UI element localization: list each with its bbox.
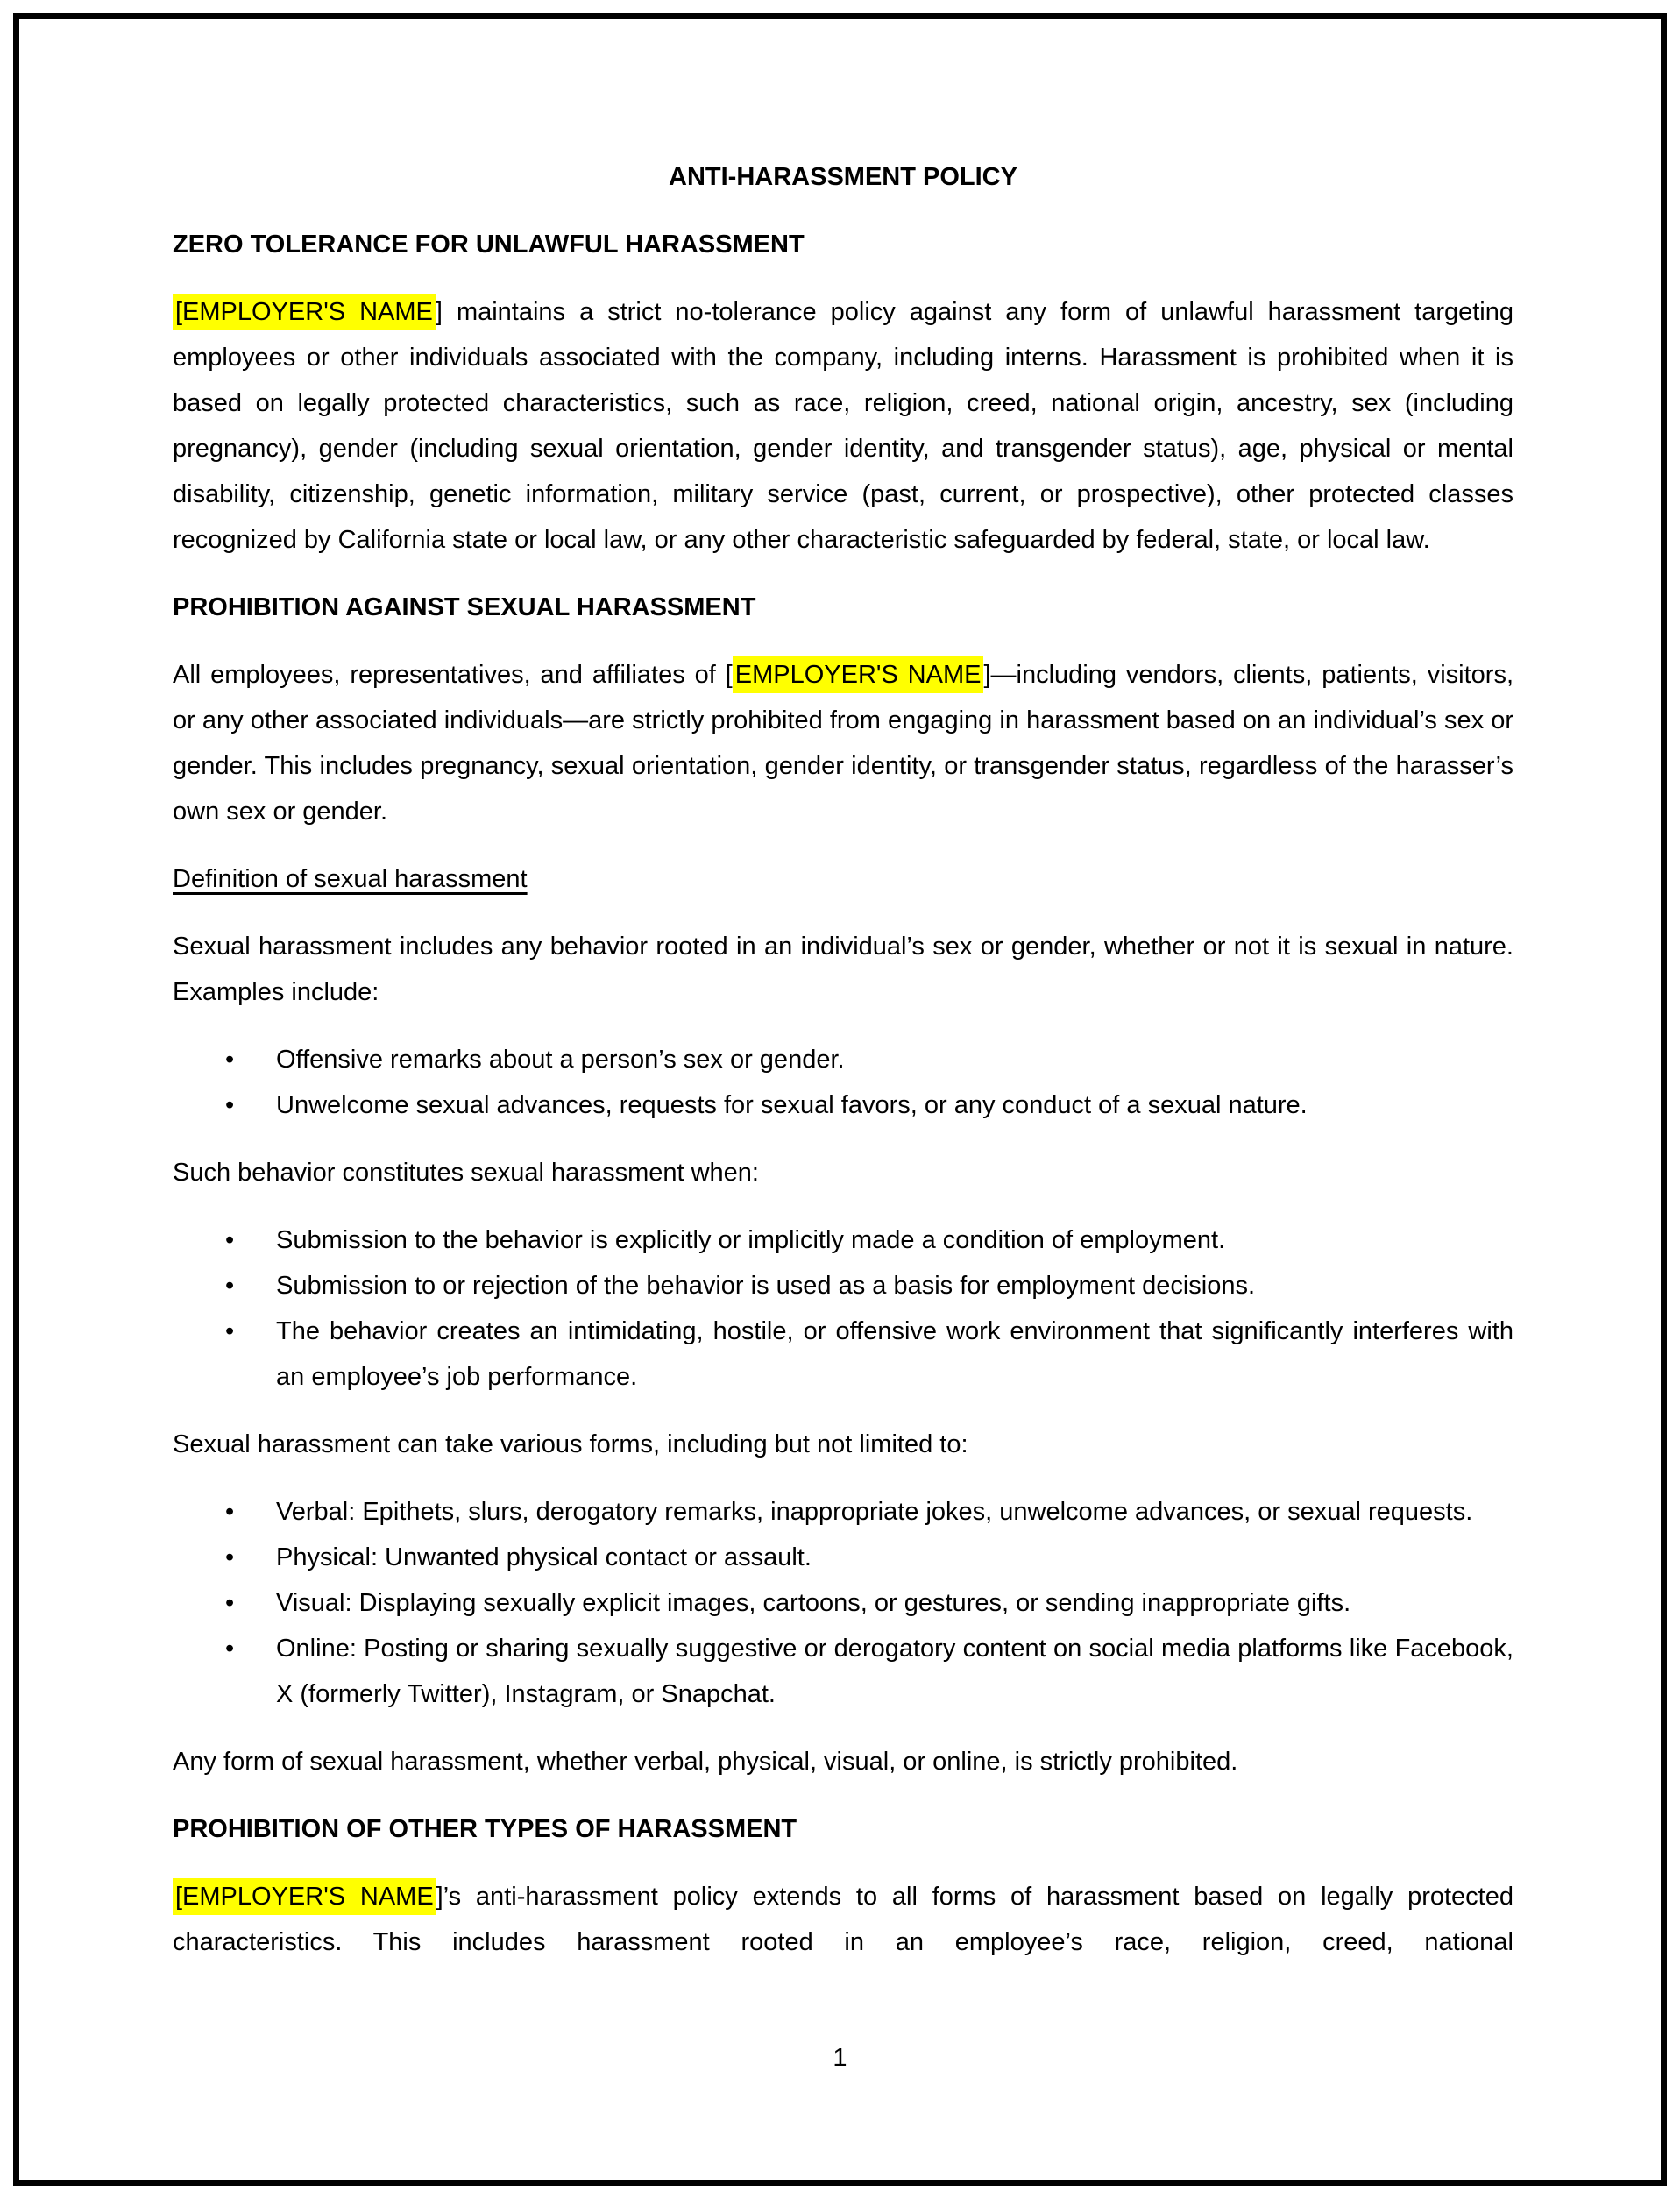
bullet-text: Verbal: Epithets, slurs, derogatory remarks, inappropriate jokes, unwelcome advances, or sexual requests. (276, 1498, 1473, 1526)
text-run: Such behavior constitutes sexual harassment when: (173, 1159, 759, 1187)
section-heading (173, 222, 1513, 267)
bullet-item (173, 1263, 1513, 1309)
bullet-icon: • (225, 1272, 235, 1300)
bullet-text: Offensive remarks about a person’s sex or gender. (276, 1046, 845, 1074)
text-run: Sexual harassment can take various forms, including but not limited to: (173, 1430, 968, 1458)
bullet-icon: • (225, 1635, 235, 1663)
paragraph (173, 1150, 1513, 1195)
bullet-list (173, 1217, 1513, 1400)
text-run: PROHIBITION OF OTHER TYPES OF HARASSMENT (173, 1815, 797, 1843)
bullet-text: Online: Posting or sharing sexually suggestive or derogatory content on social media platforms like Facebook, X (formerly Twitter), Instagram, or Snapchat. (276, 1635, 1513, 1708)
bullet-text: Visual: Displaying sexually explicit images, cartoons, or gestures, or sending inappropriate gifts. (276, 1589, 1351, 1617)
bullet-text: The behavior creates an intimidating, hostile, or offensive work environment that significantly interferes with an employee’s job performance. (276, 1317, 1513, 1391)
bullet-list (173, 1489, 1513, 1717)
paragraph (173, 652, 1513, 834)
bullet-icon: • (225, 1498, 235, 1526)
section-heading (173, 585, 1513, 630)
text-run: Any form of sexual harassment, whether verbal, physical, visual, or online, is strictly prohibited. (173, 1748, 1238, 1776)
bullet-item (173, 1626, 1513, 1717)
bullet-item (173, 1082, 1513, 1128)
text-run: PROHIBITION AGAINST SEXUAL HARASSMENT (173, 593, 756, 621)
bullet-item (173, 1309, 1513, 1400)
text-run: ] maintains a strict no-tolerance policy against any form of unlawful harassment targeting employees or other individuals associated with the company, including interns. Harassment is prohibited when it is based on legally protected characteristics, such as race, religion, creed, national origin, ancestry, sex (including pregnancy), gender (including sexual orientation, gender identity, and transgender status), age, physical or mental disability, citizenship, genetic information, military service (past, current, or prospective), other protected classes recognized by California state or local law, or any other characteristic safeguarded by federal, state, or local law. (173, 298, 1514, 554)
text-run: Sexual harassment includes any behavior rooted in an individual’s sex or gender, whether or not it is sexual in nature. Examples include: (173, 933, 1513, 1006)
employer-name-placeholder: [EMPLOYER'S NAME (173, 1878, 436, 1915)
document-body (173, 222, 1513, 1965)
underlined-heading (173, 856, 1513, 902)
bullet-item (173, 1037, 1513, 1082)
bullet-text: Physical: Unwanted physical contact or assault. (276, 1543, 812, 1571)
bullet-icon: • (225, 1317, 235, 1345)
bullet-text: Submission to the behavior is explicitly or implicitly made a condition of employment. (276, 1226, 1226, 1254)
bullet-item (173, 1489, 1513, 1535)
bullet-icon: • (225, 1091, 235, 1119)
paragraph (173, 1422, 1513, 1467)
bullet-text: Unwelcome sexual advances, requests for sexual favors, or any conduct of a sexual nature. (276, 1091, 1308, 1119)
text-run: All employees, representatives, and affiliates of [ (173, 661, 733, 689)
paragraph (173, 1739, 1513, 1784)
employer-name-placeholder: [EMPLOYER'S NAME (173, 294, 436, 330)
bullet-icon: • (225, 1589, 235, 1617)
employer-name-placeholder: EMPLOYER'S NAME (733, 656, 984, 693)
paragraph (173, 289, 1513, 563)
text-run: ]—including vendors, clients, patients, visitors, or any other associated individuals—are strictly prohibited from engaging in harassment based on an individual’s sex or gender. This includes pregnancy, sexual orientation, gender identity, or transgender status, regardless of the harasser’s own sex or gender. (173, 661, 1514, 826)
paragraph (173, 924, 1513, 1015)
text-run: ZERO TOLERANCE FOR UNLAWFUL HARASSMENT (173, 231, 805, 259)
bullet-list (173, 1037, 1513, 1128)
bullet-text: Submission to or rejection of the behavior is used as a basis for employment decisions. (276, 1272, 1256, 1300)
bullet-icon: • (225, 1226, 235, 1254)
text-run: ]’s anti-harassment policy extends to all forms of harassment based on legally protected characteristics. This includes harassment rooted in an employee’s race, religion, creed, national (173, 1883, 1513, 1956)
document-content (173, 154, 1513, 1987)
section-heading (173, 1806, 1513, 1852)
bullet-icon: • (225, 1046, 235, 1074)
bullet-item (173, 1217, 1513, 1263)
bullet-item (173, 1580, 1513, 1626)
bullet-item (173, 1535, 1513, 1580)
document-title: ANTI-HARASSMENT POLICY (669, 163, 1017, 191)
text-run: Definition of sexual harassment (173, 865, 528, 893)
bullet-icon: • (225, 1543, 235, 1571)
page-number: 1 (833, 2044, 847, 2072)
paragraph (173, 1874, 1513, 1965)
